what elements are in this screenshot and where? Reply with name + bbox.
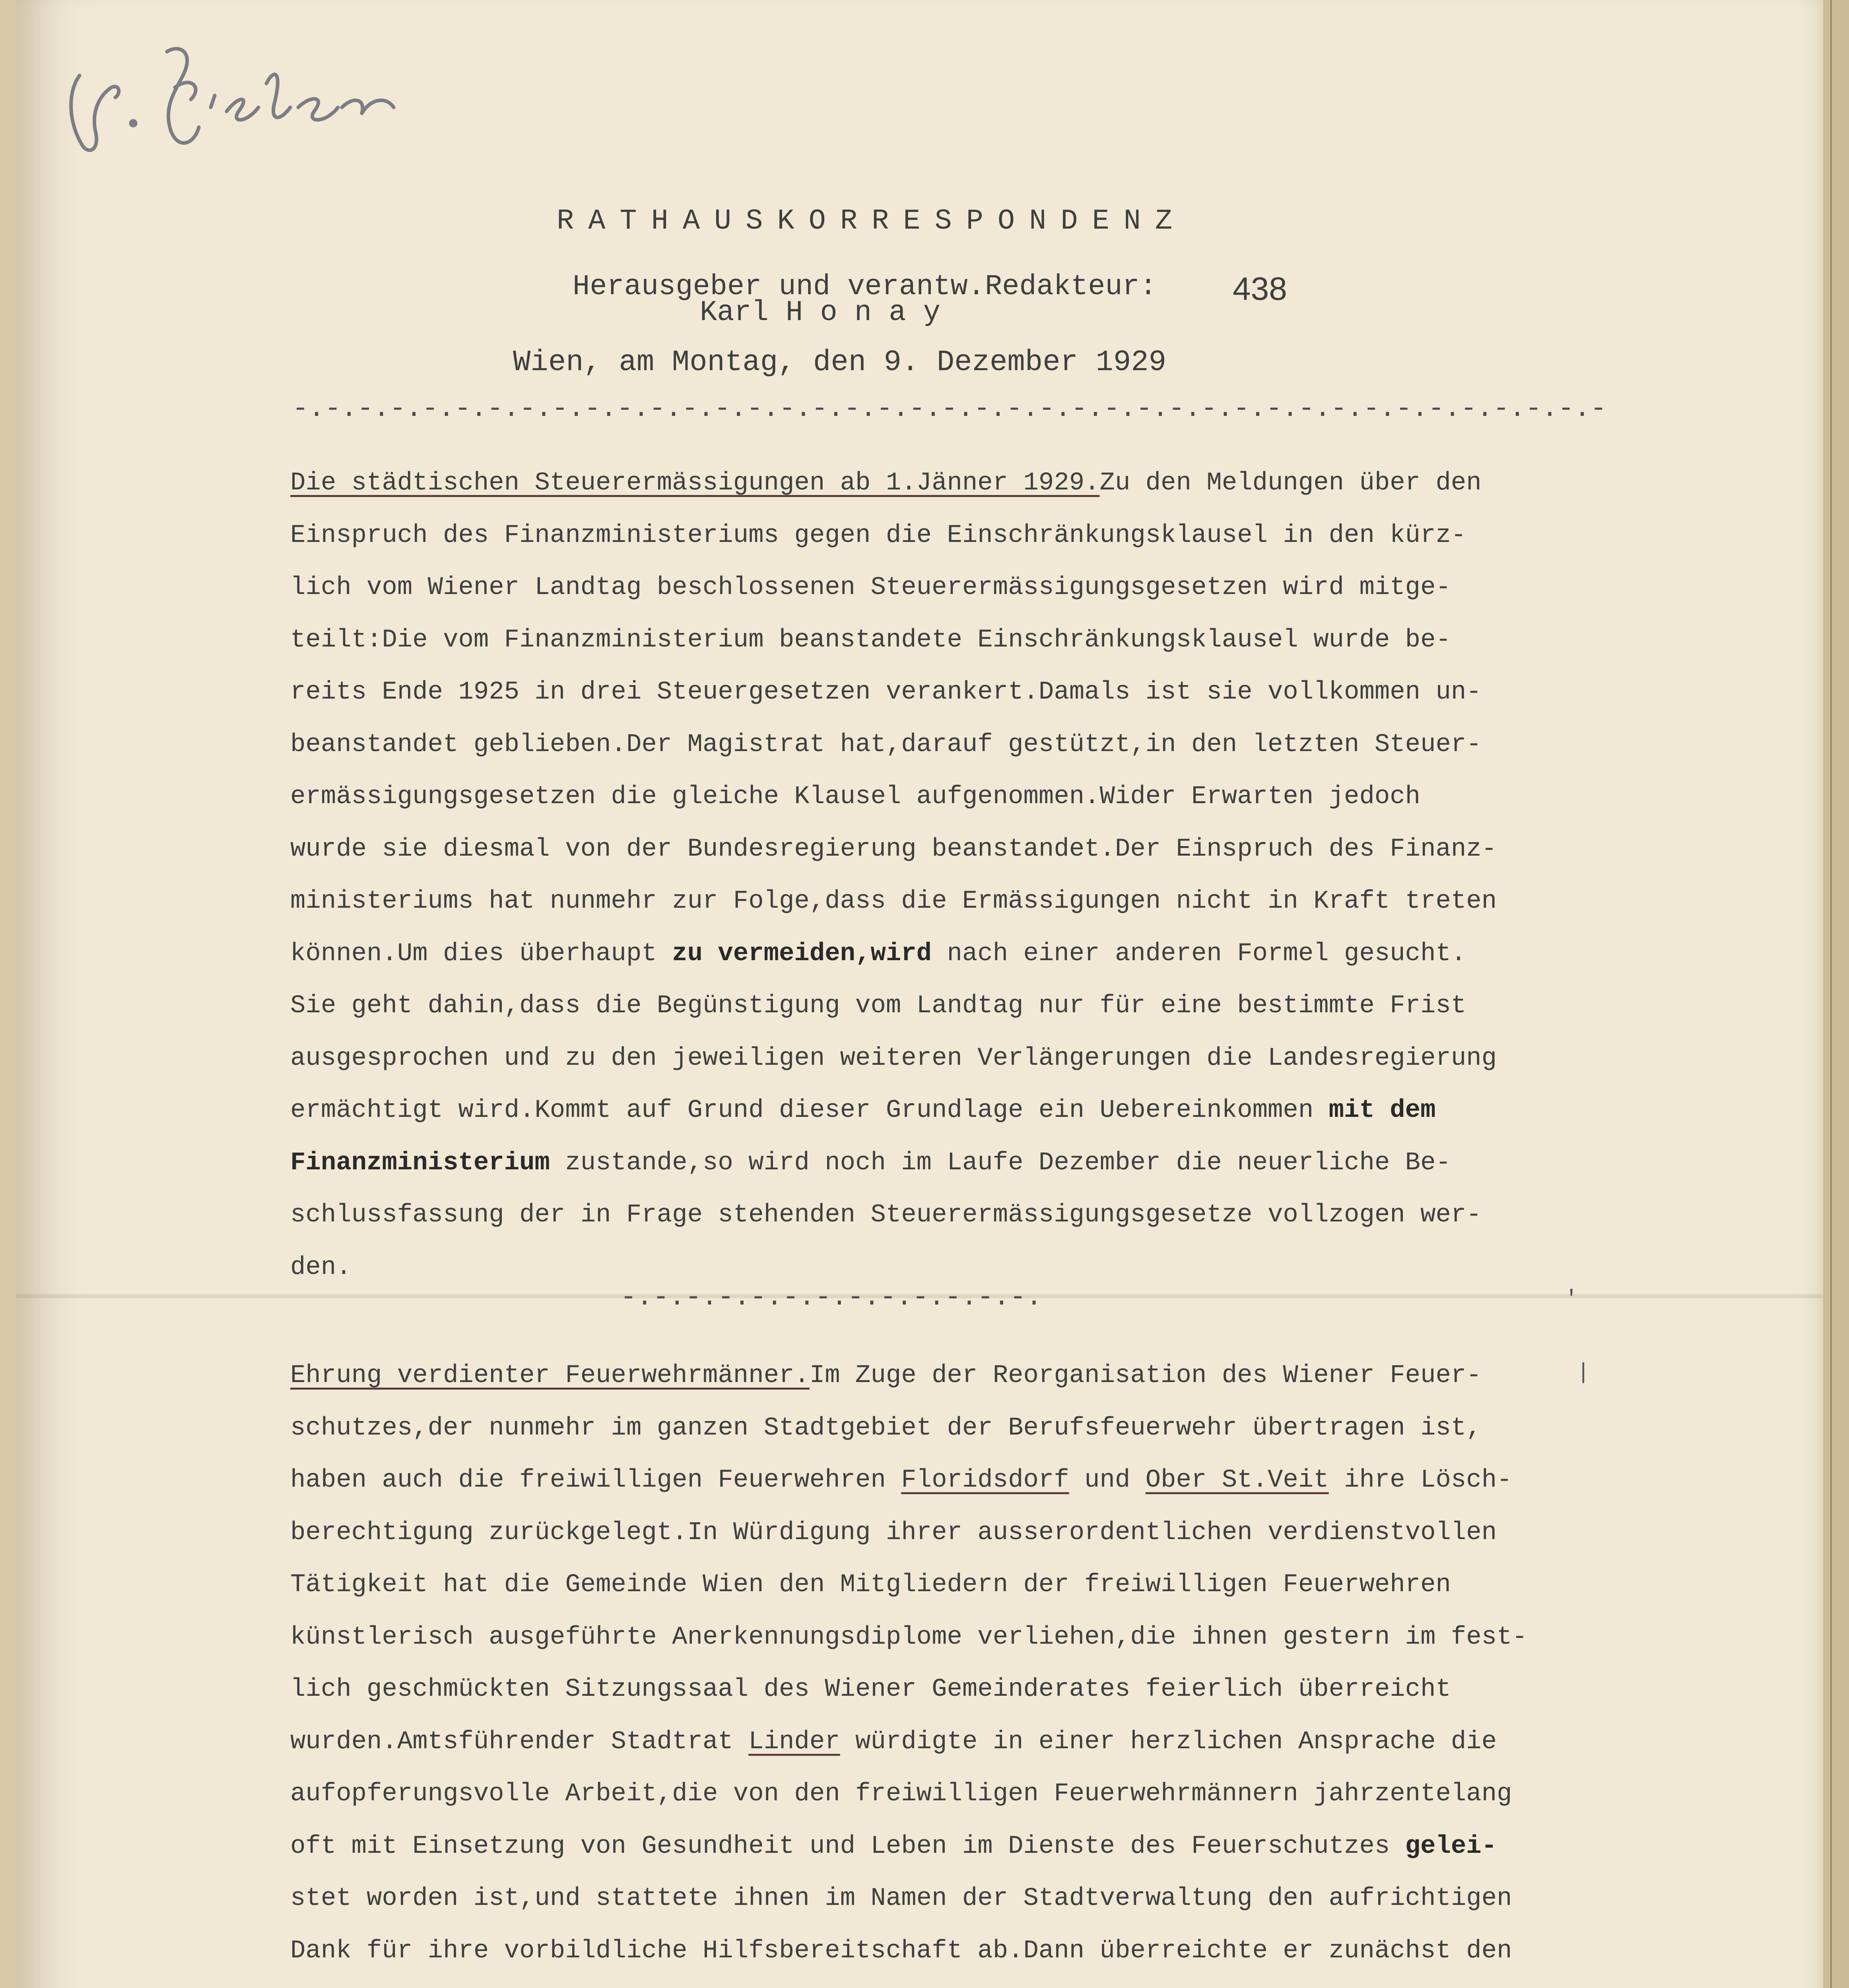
text-line: ihre Lösch- (1328, 1466, 1512, 1495)
text-line: Zu den Meldungen über den (1099, 469, 1482, 497)
text-line: wurde sie diesmal von der Bundesregierung beanstandet.Der Einspruch des Finanz- (290, 835, 1497, 864)
article-headline: Die städtischen Steuerermässigungen ab 1.Jänner 1929. (290, 469, 1100, 497)
text-line: würdigte in einer herzlichen Ansprache die (840, 1727, 1497, 1756)
text-line: oft mit Einsetzung von Gesundheit und Leben im Dienste des Feuerschutzes (290, 1832, 1405, 1861)
text-line: schlussfassung der in Frage stehenden Steuerermässigungsgesetze vollzogen wer- (290, 1201, 1482, 1229)
separator-middle: -.-.-.-.-.-.-.-.-.-.-.-.-. (620, 1282, 1042, 1313)
text-line: ausgesprochen und zu den jeweiligen weiteren Verlängerungen die Landesregierung (290, 1044, 1497, 1073)
text-bold: mit dem (1328, 1096, 1436, 1125)
text-line: zustande,so wird noch im Laufe Dezember die neuerliche Be- (550, 1148, 1451, 1177)
article-headline: Ehrung verdienter Feuerwehrmänner. (290, 1361, 810, 1390)
text-bold: zu vermeiden,wird (672, 939, 932, 968)
text-line: teilt:Die vom Finanzministerium beanstandete Einschränkungsklausel wurde be- (290, 625, 1451, 654)
text-line: ermächtigt wird.Kommt auf Grund dieser Grundlage ein Uebereinkommen (290, 1096, 1329, 1125)
text-line: und (1069, 1466, 1146, 1495)
text-line: wurden.Amtsführender Stadtrat (290, 1727, 749, 1756)
text-bold: Finanzministerium (290, 1148, 550, 1177)
text-line: aufopferungsvolle Arbeit,die von den freiwilligen Feuerwehrmännern jahrzentelang (290, 1780, 1512, 1808)
handwritten-signature (52, 28, 449, 171)
text-line: schutzes,der nunmehr im ganzen Stadtgebiet der Berufsfeuerwehr übertragen ist, (290, 1413, 1482, 1442)
separator-top: -.-.-.-.-.-.-.-.-.-.-.-.-.-.-.-.-.-.-.-.-.-.-.-.-.-.-.-.-.-.-.-.-.-.-.-.-.-.-.-.- (292, 394, 1607, 424)
text-line: Im Zuge der Reorganisation des Wiener Feuer- (809, 1361, 1482, 1390)
text-line: Dank für ihre vorbildliche Hilfsbereitschaft ab.Dann überreichte er zunächst den (290, 1936, 1512, 1965)
newsletter-title: RATHAUSKORRESPONDENZ (557, 205, 1187, 237)
text-line: beanstandet geblieben.Der Magistrat hat,darauf gestützt,in den letzten Steuer- (290, 730, 1482, 759)
text-line: stet worden ist,und stattete ihnen im Namen der Stadtverwaltung den aufrichtigen (290, 1884, 1512, 1913)
text-line: können.Um dies überhaupt (290, 939, 672, 968)
underlined-name: Ober St.Veit (1145, 1466, 1329, 1495)
text-line: Einspruch des Finanzministeriums gegen die Einschränkungsklausel in den kürz- (290, 521, 1466, 550)
text-line: lich geschmückten Sitzungssaal des Wiener Gemeinderates feierlich überreicht (290, 1675, 1451, 1704)
text-line: Tätigkeit hat die Gemeinde Wien den Mitgliedern der freiwilligen Feuerwehren (290, 1571, 1451, 1599)
text-line: den. (290, 1253, 352, 1282)
issue-date: Wien, am Montag, den 9. Dezember 1929 (513, 346, 1167, 379)
publisher-line: Herausgeber und verantw.Redakteur: (573, 270, 1157, 303)
page-number: 438 (1233, 271, 1287, 307)
article-steuerermaessigungen (290, 457, 1555, 1294)
text-line: ministeriums hat nunmehr zur Folge,dass die Ermässigungen nicht in Kraft treten (290, 887, 1497, 916)
text-line: berechtigung zurückgelegt.In Würdigung ihrer ausserordentlichen verdienstvollen (290, 1518, 1497, 1547)
margin-mark: ' (1565, 1286, 1578, 1312)
text-line: ermässigungsgesetzen die gleiche Klausel aufgenommen.Wider Erwarten jedoch (290, 782, 1421, 811)
text-bold: gelei- (1405, 1832, 1497, 1861)
margin-mark: | (1577, 1360, 1590, 1385)
text-line: Sie geht dahin,dass die Begünstigung vom Landtag nur für eine bestimmte Frist (290, 992, 1466, 1020)
text-line: reits Ende 1925 in drei Steuergesetzen verankert.Damals ist sie vollkommen un- (290, 678, 1482, 707)
text-line: künstlerisch ausgeführte Anerkennungsdiplome verliehen,die ihnen gestern im fest- (290, 1623, 1527, 1652)
underlined-name: Linder (748, 1727, 840, 1756)
text-line: lich vom Wiener Landtag beschlossenen Steuerermässigungsgesetzen wird mitge- (290, 573, 1451, 602)
article-feuerwehr (290, 1350, 1555, 1988)
text-line: haben auch die freiwilligen Feuerwehren (290, 1466, 901, 1495)
underlined-name: Floridsdorf (901, 1466, 1069, 1495)
editor-name: Karl H o n a y (700, 296, 940, 329)
text-line: nach einer anderen Formel gesucht. (932, 939, 1466, 968)
